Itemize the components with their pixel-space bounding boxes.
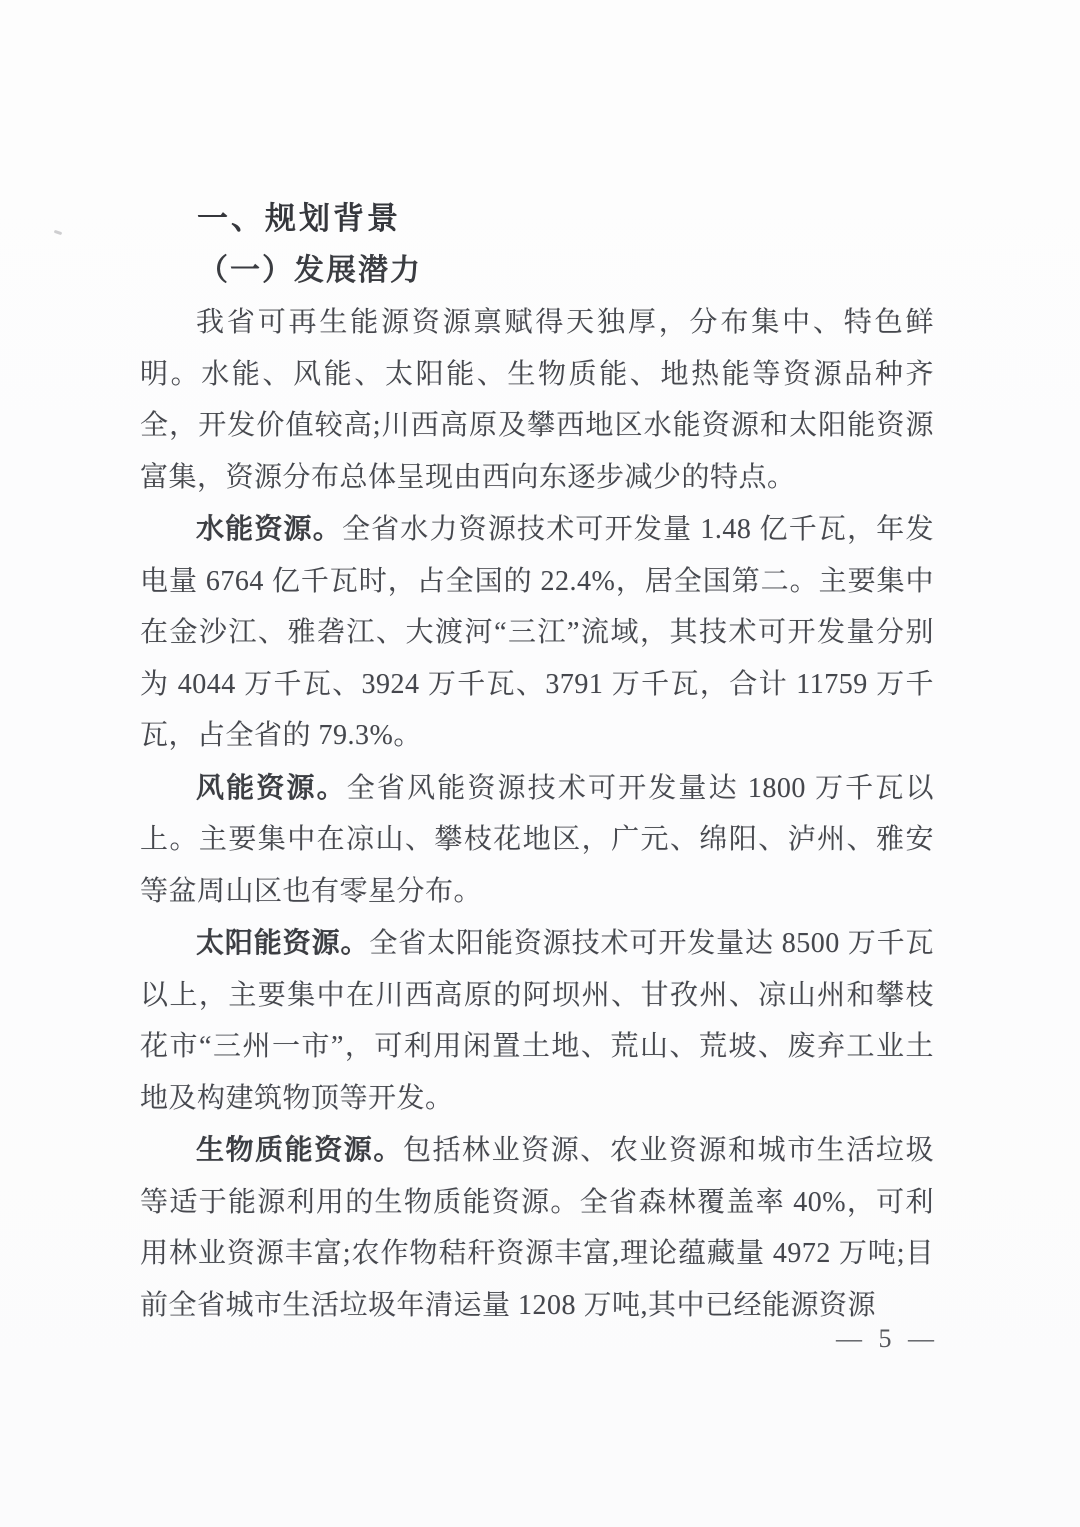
paragraph-wind-text: 全省风能资源技术可开发量达 1800 万千瓦以上。主要集中在凉山、攀枝花地区，广元、绵阳、泸州、雅安等盆周山区也有零星分布。 (140, 772, 934, 907)
section-heading: 一、规划背景 (197, 201, 401, 236)
paragraph-wind-resource (140, 762, 934, 918)
paragraph-wind-lead: 风能资源。 (196, 771, 347, 803)
paragraph-hydro-lead: 水能资源。 (196, 513, 342, 544)
paragraph-biomass-text: 包括林业资源、农业资源和城市生活垃圾等适于能源利用的生物质能资源。全省森林覆盖率 40%，可利用林业资源丰富;农作物秸秆资源丰富,理论蕴藏量 4972 万吨;目前全省城市生活垃圾年清运量 1208 万吨,其中已经能源资源 (140, 1135, 934, 1321)
scan-speck (54, 230, 63, 235)
page-number: — 5 — (836, 1324, 939, 1353)
paragraph-biomass-lead: 生物质能资源。 (196, 1134, 403, 1165)
paragraph-solar-text: 全省太阳能资源技术可开发量达 8500 万千瓦以上，主要集中在川西高原的阿坝州、甘孜州、凉山州和攀枝花市“三州一市”，可利用闲置土地、荒山、荒坡、废弃工业土地及构建筑物顶等开发。 (140, 928, 934, 1114)
paragraph-hydro-resource (140, 503, 934, 762)
subsection-heading: （一）发展潜力 (198, 254, 422, 287)
paragraph-hydro-text: 全省水力资源技术可开发量 1.48 亿千瓦，年发电量 6764 亿千瓦时，占全国的 22.4%，居全国第二。主要集中在金沙江、雅砻江、大渡河“三江”流域，其技术可开发量分别为 4044 万千瓦、3924 万千瓦、3791 万千瓦，合计 11759 万千瓦，占全省的 79.3%。 (140, 514, 934, 751)
paragraph-overview (140, 297, 934, 503)
paragraph-biomass-resource (140, 1124, 934, 1331)
paragraph-solar-lead: 太阳能资源。 (196, 927, 370, 958)
paragraph-overview-text: 我省可再生能源资源禀赋得天独厚，分布集中、特色鲜明。水能、风能、太阳能、生物质能、地热能等资源品种齐全，开发价值较高;川西高原及攀西地区水能资源和太阳能资源富集，资源分布总体呈现由西向东逐步减少的特点。 (140, 307, 934, 493)
paragraph-solar-resource (140, 917, 934, 1124)
document-content (140, 193, 934, 1331)
